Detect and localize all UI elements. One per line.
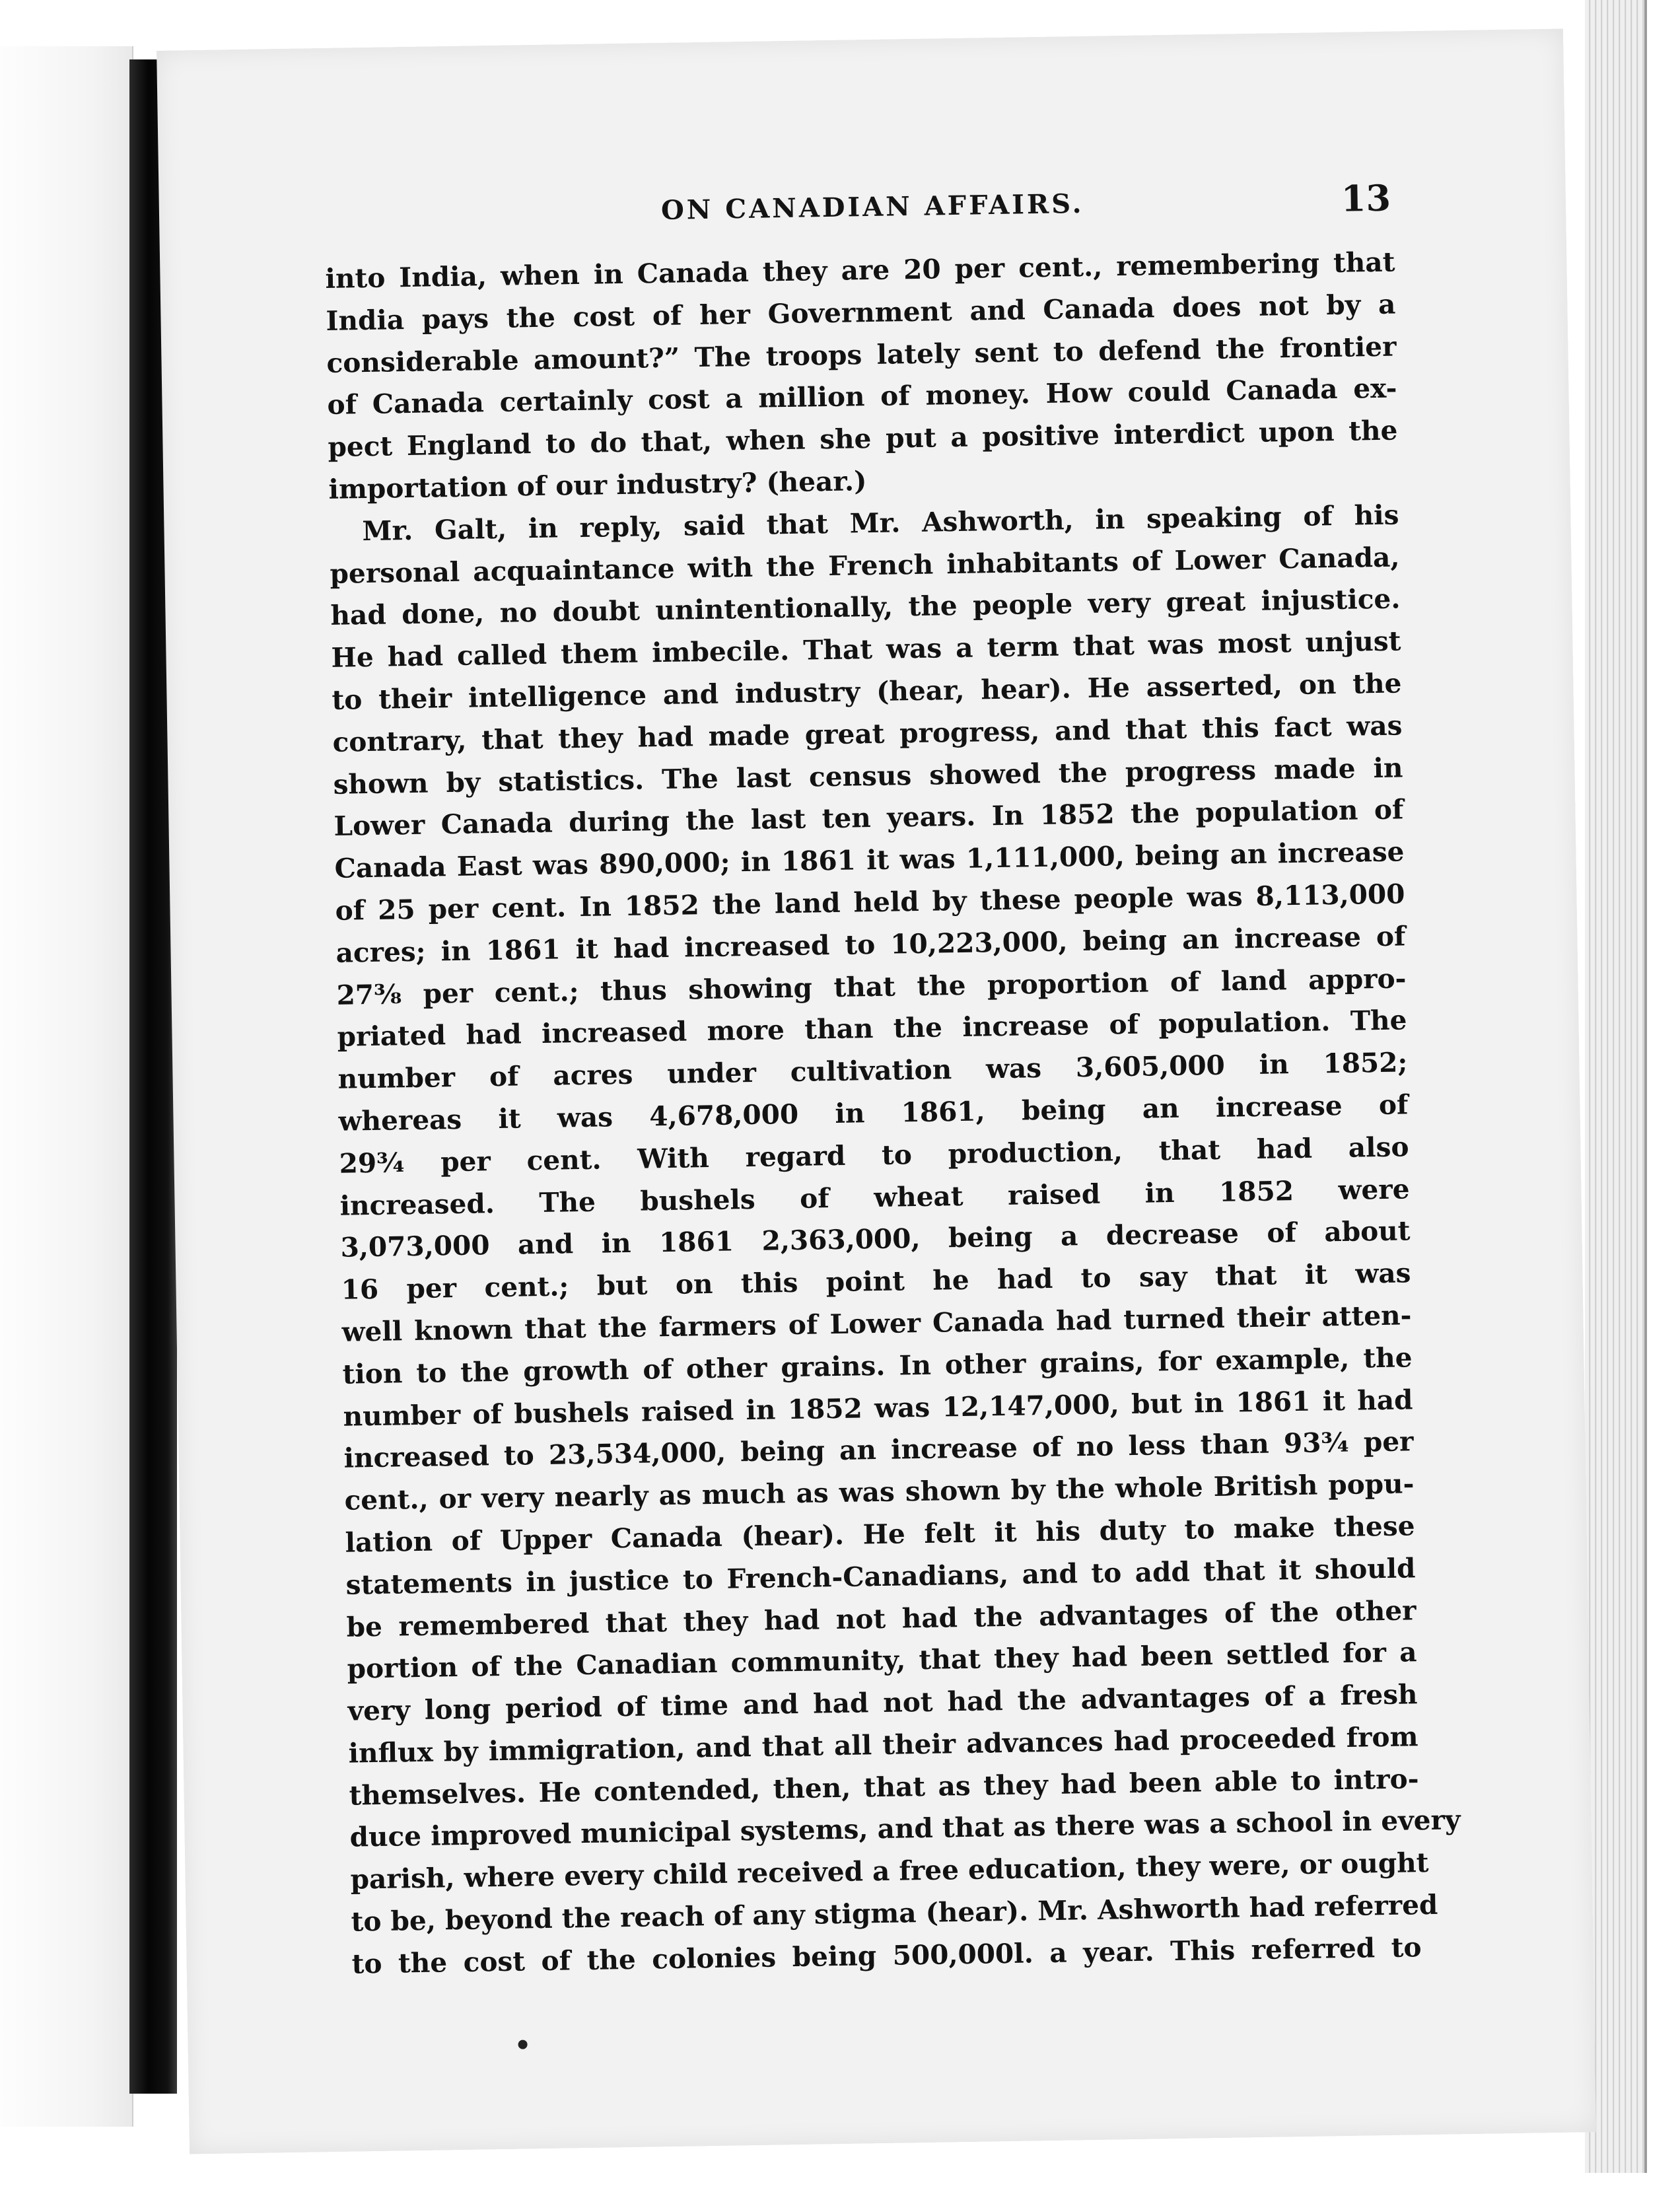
ink-speck — [518, 2039, 527, 2049]
page-number: 13 — [1341, 176, 1391, 220]
text-line: 27⅜ per cent.; thus showing that the proportion of land appro- — [336, 962, 1407, 1011]
text-line: 16 per cent.; but on this point he had to say that it was — [341, 1257, 1411, 1306]
text-line: considerable amount?” The troops lately sent to defend the frontier — [326, 330, 1397, 379]
text-line: portion of the Canadian community, that they had been settled for a — [347, 1636, 1417, 1685]
text-line: lation of Upper Canada (hear). He felt it his duty to make these — [345, 1510, 1415, 1559]
text-line: increased. The bushels of wheat raised in 1852 were — [339, 1172, 1410, 1222]
signature-mark — [1127, 2129, 1143, 2141]
text-line: influx by immigration, and that all their advances had proceeded from — [348, 1720, 1418, 1769]
text-line: number of acres under cultivation was 3,605,000 in 1852; — [337, 1046, 1408, 1095]
text-line: pect England to do that, when she put a positive interdict upon the — [328, 414, 1398, 464]
text-line: number of bushels raised in 1852 was 12,147,000, but in 1861 it had — [343, 1383, 1413, 1433]
text-line: acres; in 1861 it had increased to 10,223,000, being an increase of — [335, 920, 1406, 969]
running-head — [159, 174, 1566, 248]
text-line: well known that the farmers of Lower Canada had turned their atten- — [341, 1299, 1412, 1348]
text-line: He had called them imbecile. That was a term that was most unjust — [331, 625, 1401, 674]
text-line: contrary, that they had made great progress, and that this fact was — [332, 709, 1403, 758]
text-line: 3,073,000 and in 1861 2,363,000, being a decrease of about — [340, 1215, 1411, 1264]
text-line: to be, beyond the reach of any stigma (hear). Mr. Ashworth had referred — [351, 1888, 1438, 1938]
text-line: very long period of time and had not had the advantages of a fresh — [347, 1678, 1418, 1727]
text-line: Lower Canada during the last ten years. In 1852 the population of — [333, 793, 1404, 843]
text-line: whereas it was 4,678,000 in 1861, being an increase of — [338, 1088, 1409, 1137]
paragraph-start-line: Mr. Galt, in reply, said that Mr. Ashworth, in speaking of his — [362, 499, 1399, 547]
text-line: to the cost of the colonies being 500,000l. a year. This referred to — [351, 1931, 1422, 1980]
text-line: increased to 23,534,000, being an increase of no less than 93¾ per — [343, 1425, 1414, 1475]
text-line: of 25 per cent. In 1852 the land held by these people was 8,113,000 — [335, 878, 1405, 927]
text-line: statements in justice to French-Canadians, and to add that it should — [345, 1551, 1416, 1601]
text-line: India pays the cost of her Government and Canada does not by a — [326, 288, 1396, 337]
text-line: be remembered that they had not had the advantages of the other — [346, 1594, 1417, 1643]
text-line: importation of our industry? (hear.) — [328, 465, 867, 505]
text-line: duce improved municipal systems, and that as there was a school in every — [349, 1804, 1461, 1854]
body-text — [325, 242, 1461, 1986]
text-line: themselves. He contended, then, that as they had been able to intro- — [349, 1762, 1419, 1812]
text-line: priated had increased more than the increase of population. The — [337, 1004, 1407, 1053]
text-line: of Canada certainly cost a million of money. How could Canada ex- — [327, 372, 1397, 421]
text-line: shown by statistics. The last census showed the progress made in — [333, 751, 1403, 800]
facing-page-edge — [0, 46, 133, 2127]
text-line: parish, where every child received a free education, they were, or ought — [350, 1847, 1429, 1896]
text-line: cent., or very nearly as much as was shown by the whole British popu- — [344, 1468, 1415, 1516]
book-page — [157, 28, 1596, 2154]
text-line: tion to the growth of other grains. In other grains, for example, the — [342, 1341, 1413, 1390]
text-line: personal acquaintance with the French inhabitants of Lower Canada, — [330, 541, 1400, 590]
text-line: into India, when in Canada they are 20 per cent., remembering that — [325, 246, 1395, 295]
text-line: Canada East was 890,000; in 1861 it was 1,111,000, being an increase — [334, 835, 1405, 884]
text-line: had done, no doubt unintentionally, the people very great injustice. — [330, 583, 1401, 632]
page-stack-edge — [1585, 0, 1647, 2173]
running-title: ON CANADIAN AFFAIRS. — [660, 188, 1084, 226]
text-line: 29¾ per cent. With regard to production, that had also — [339, 1131, 1409, 1180]
text-line: to their intelligence and industry (hear, hear). He asserted, on the — [332, 667, 1402, 716]
